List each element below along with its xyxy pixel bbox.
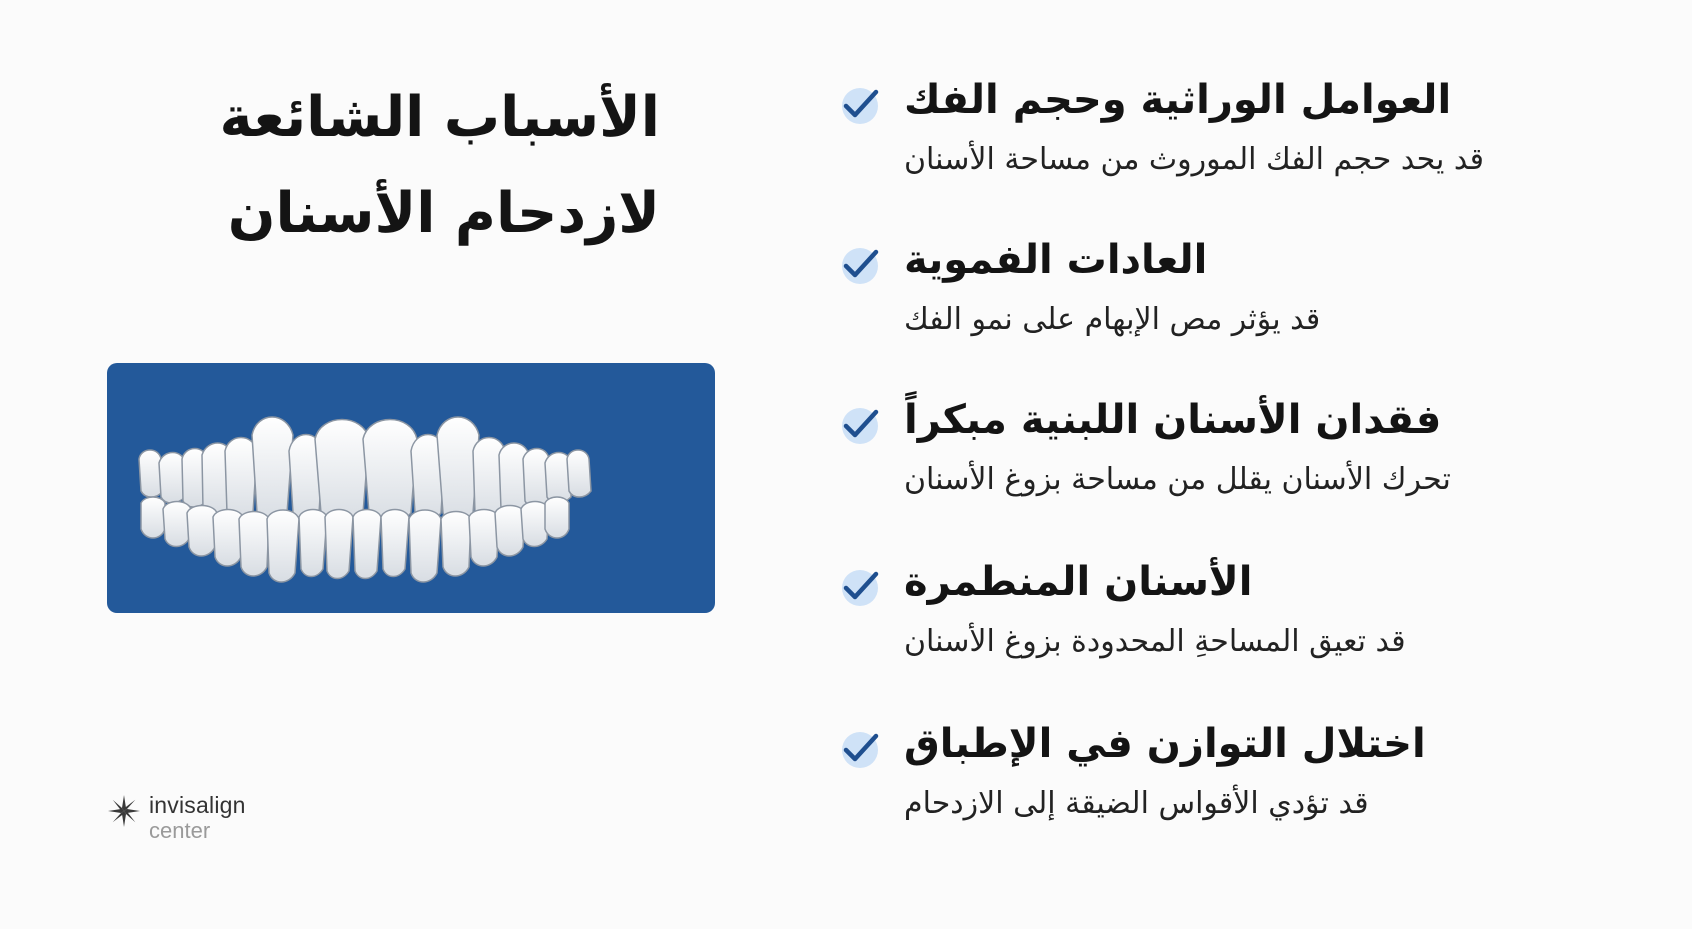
list-item xyxy=(838,228,1628,358)
brand-name: invisalign xyxy=(149,792,246,818)
checkmark-icon xyxy=(838,402,882,446)
page-title-line-2: لازدحام الأسنان xyxy=(227,181,660,246)
cause-description: قد تعيق المساحةِ المحدودة بزوغ الأسنان xyxy=(904,624,1406,659)
checkmark-icon xyxy=(838,726,882,770)
page-title xyxy=(100,70,660,262)
checkmark-icon xyxy=(838,82,882,126)
cause-title: الأسنان المنطمرة xyxy=(904,559,1253,605)
teeth-icon xyxy=(107,363,715,613)
cause-title: العادات الفموية xyxy=(904,237,1208,283)
list-item xyxy=(838,712,1628,842)
invisalign-logo xyxy=(104,788,284,848)
cause-title: العوامل الوراثية وحجم الفك xyxy=(904,77,1452,123)
cause-title: فقدان الأسنان اللبنية مبكراً xyxy=(904,397,1442,443)
list-item xyxy=(838,388,1628,518)
cause-description: تحرك الأسنان يقلل من مساحة بزوغ الأسنان xyxy=(904,462,1451,497)
crowded-teeth-illustration xyxy=(107,363,715,613)
brand-sub: center xyxy=(149,818,211,843)
cause-description: قد تؤدي الأقواس الضيقة إلى الازدحام xyxy=(904,786,1369,821)
invisalign-star-icon xyxy=(104,791,144,831)
checkmark-icon xyxy=(838,564,882,608)
list-item xyxy=(838,550,1628,680)
checkmark-icon xyxy=(838,242,882,286)
cause-description: قد يؤثر مص الإبهام على نمو الفك xyxy=(904,302,1321,337)
page-title-line-1: الأسباب الشائعة xyxy=(219,85,660,150)
cause-title: اختلال التوازن في الإطباق xyxy=(904,721,1426,767)
cause-description: قد يحد حجم الفك الموروث من مساحة الأسنان xyxy=(904,142,1484,177)
list-item xyxy=(838,68,1628,198)
